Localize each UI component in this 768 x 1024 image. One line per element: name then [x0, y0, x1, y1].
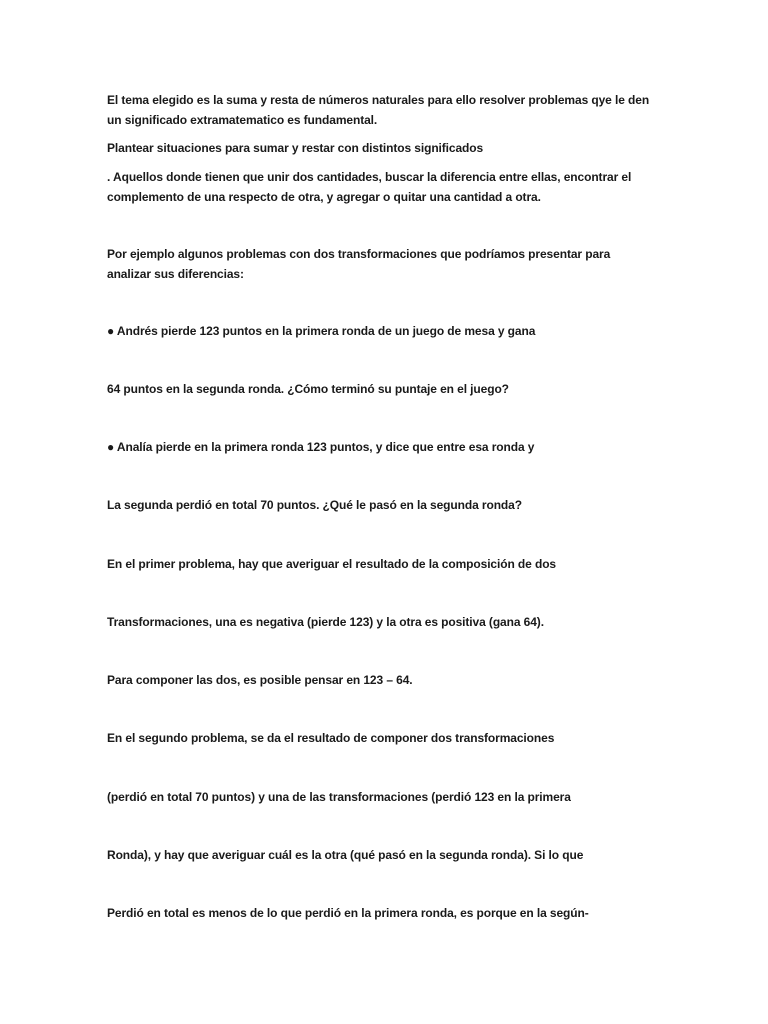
- text-line: Por ejemplo algunos problemas con dos transformaciones que podríamos presentar para: [107, 247, 611, 261]
- paragraph-perdio-total: [107, 787, 571, 807]
- bullet-analia: [107, 437, 534, 457]
- text-line: un significado extramatematico es fundamental.: [107, 113, 378, 127]
- text-line: . Aquellos donde tienen que unir dos cantidades, buscar la diferencia entre ellas, encontrar el: [107, 170, 632, 184]
- paragraph-ronda: [107, 845, 583, 865]
- paragraph-plantear: [107, 138, 483, 158]
- text-line: El tema elegido es la suma y resta de números naturales para ello resolver problemas qye le den: [107, 93, 650, 107]
- text-line: Plantear situaciones para sumar y restar con distintos significados: [107, 141, 484, 155]
- bullet-andres: [107, 321, 535, 341]
- paragraph-andres-cont: [107, 379, 509, 399]
- paragraph-segundo-problema: [107, 728, 554, 748]
- paragraph-componer: [107, 670, 413, 690]
- text-line: ● Andrés pierde 123 puntos en la primera ronda de un juego de mesa y gana: [107, 324, 536, 338]
- text-line: En el segundo problema, se da el resultado de componer dos transformaciones: [107, 731, 555, 745]
- paragraph-transformaciones: [107, 612, 544, 632]
- text-line: ● Analía pierde en la primera ronda 123 puntos, y dice que entre esa ronda y: [107, 440, 535, 454]
- paragraph-primer-problema: [107, 554, 556, 574]
- text-line: complemento de una respecto de otra, y agregar o quitar una cantidad a otra.: [107, 190, 541, 204]
- text-line: Para componer las dos, es posible pensar en 123 – 64.: [107, 673, 413, 687]
- text-line: Transformaciones, una es negativa (pierde 123) y la otra es positiva (gana 64).: [107, 615, 544, 629]
- paragraph-topic: [107, 90, 649, 130]
- text-line: Perdió en total es menos de lo que perdió en la primera ronda, es porque en la según-: [107, 906, 589, 920]
- text-line: Ronda), y hay que averiguar cuál es la otra (qué pasó en la segunda ronda). Si lo que: [107, 848, 584, 862]
- paragraph-perdio-menos: [107, 903, 589, 923]
- text-line: (perdió en total 70 puntos) y una de las transformaciones (perdió 123 en la primera: [107, 790, 571, 804]
- paragraph-analia-cont: [107, 495, 522, 515]
- text-line: 64 puntos en la segunda ronda. ¿Cómo terminó su puntaje en el juego?: [107, 382, 509, 396]
- text-line: En el primer problema, hay que averiguar el resultado de la composición de dos: [107, 557, 556, 571]
- paragraph-ejemplo: [107, 244, 610, 284]
- paragraph-aquellos: [107, 167, 631, 207]
- text-line: analizar sus diferencias:: [107, 267, 244, 281]
- text-line: La segunda perdió en total 70 puntos. ¿Qué le pasó en la segunda ronda?: [107, 498, 522, 512]
